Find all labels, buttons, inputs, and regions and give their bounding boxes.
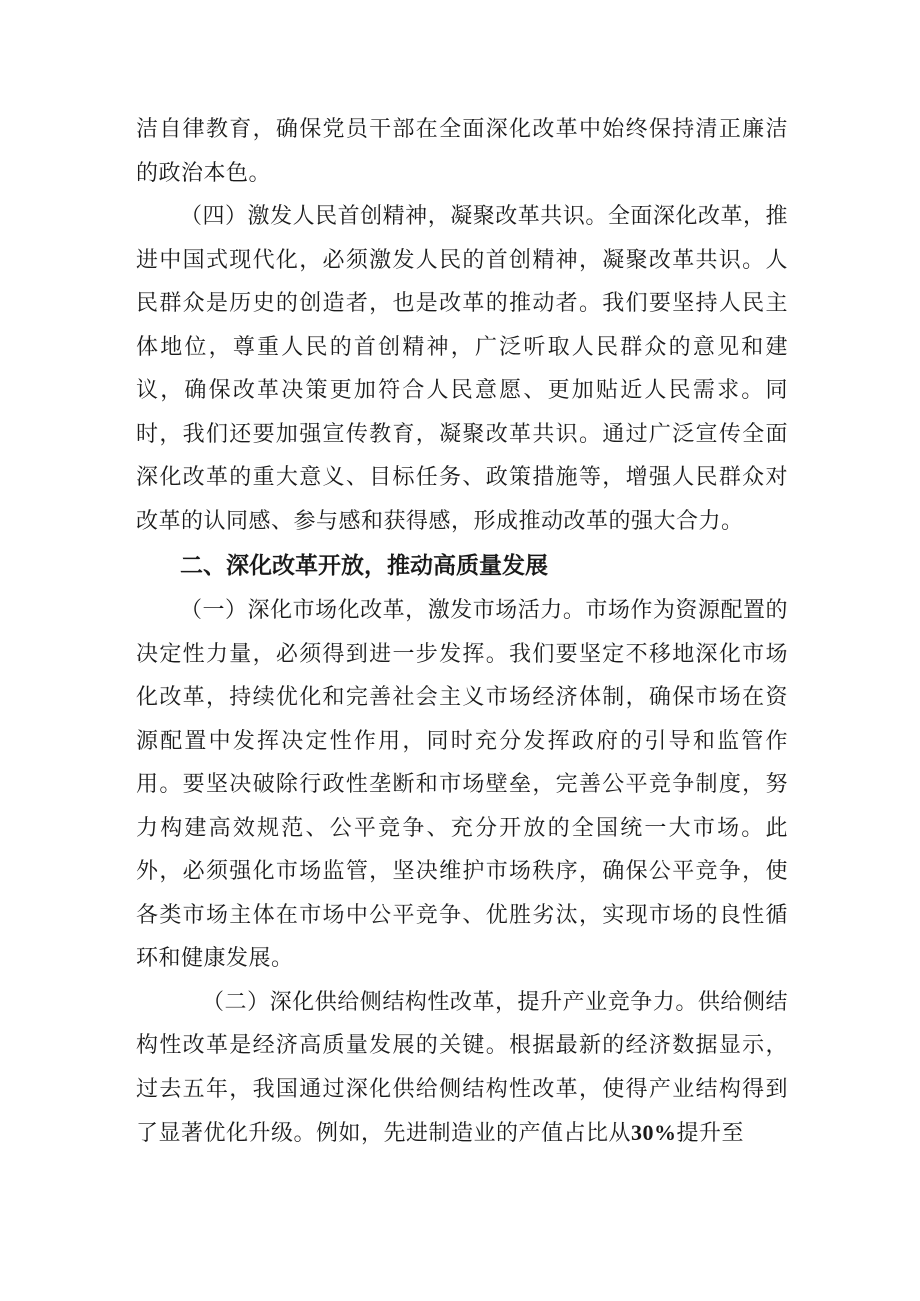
paragraph-subsection-2-tail: 提升至 — [676, 1121, 745, 1146]
section-heading-2: 二、深化改革开放，推动高质量发展 — [180, 553, 548, 579]
paragraph-subsection-2-text: （二）深化供给侧结构性改革，提升产业竞争力。供给侧结构性改革是经济高质量发展的关键。根据最新的经济数据显示，过去五年，我国通过深化供给侧结构性改革，使得产业结构得到了显著优化升级。例如，先进制造业的产值占比从 — [136, 989, 788, 1146]
percentage-value: 30% — [631, 1120, 677, 1145]
paragraph-subsection-1: （一）深化市场化改革，激发市场活力。市场作为资源配置的决定性力量，必须得到进一步发挥。我们要坚定不移地深化市场化改革，持续优化和完善社会主义市场经济体制，确保市场在资源配置中发挥决定性作用，同时充分发挥政府的引导和监管作用。要坚决破除行政性垄断和市场壁垒，完善公平竞争制度，努力构建高效规范、公平竞争、充分开放的全国统一大市场。此外，必须强化市场监管，坚决维护市场秩序，确保公平竞争，使各类市场主体在市场中公平竞争、优胜劣汰，实现市场的良性循环和健康发展。 — [136, 598, 788, 971]
paragraph-subsection-2 — [136, 981, 788, 1156]
paragraph-section-4: （四）激发人民首创精神，凝聚改革共识。全面深化改革，推进中国式现代化，必须激发人民的首创精神，凝聚改革共识。人民群众是历史的创造者，也是改革的推动者。我们要坚持人民主体地位，尊重人民的首创精神，广泛听取人民群众的意见和建议，确保改革决策更加符合人民意愿、更加贴近人民需求。同时，我们还要加强宣传教育，凝聚改革共识。通过广泛宣传全面深化改革的重大意义、目标任务、政策措施等，增强人民群众对改革的认同感、参与感和获得感，形成推动改革的强大合力。 — [136, 204, 788, 534]
document-body — [136, 108, 788, 1156]
paragraph-continued: 洁自律教育，确保党员干部在全面深化改革中始终保持清正廉洁的政治本色。 — [136, 117, 788, 186]
